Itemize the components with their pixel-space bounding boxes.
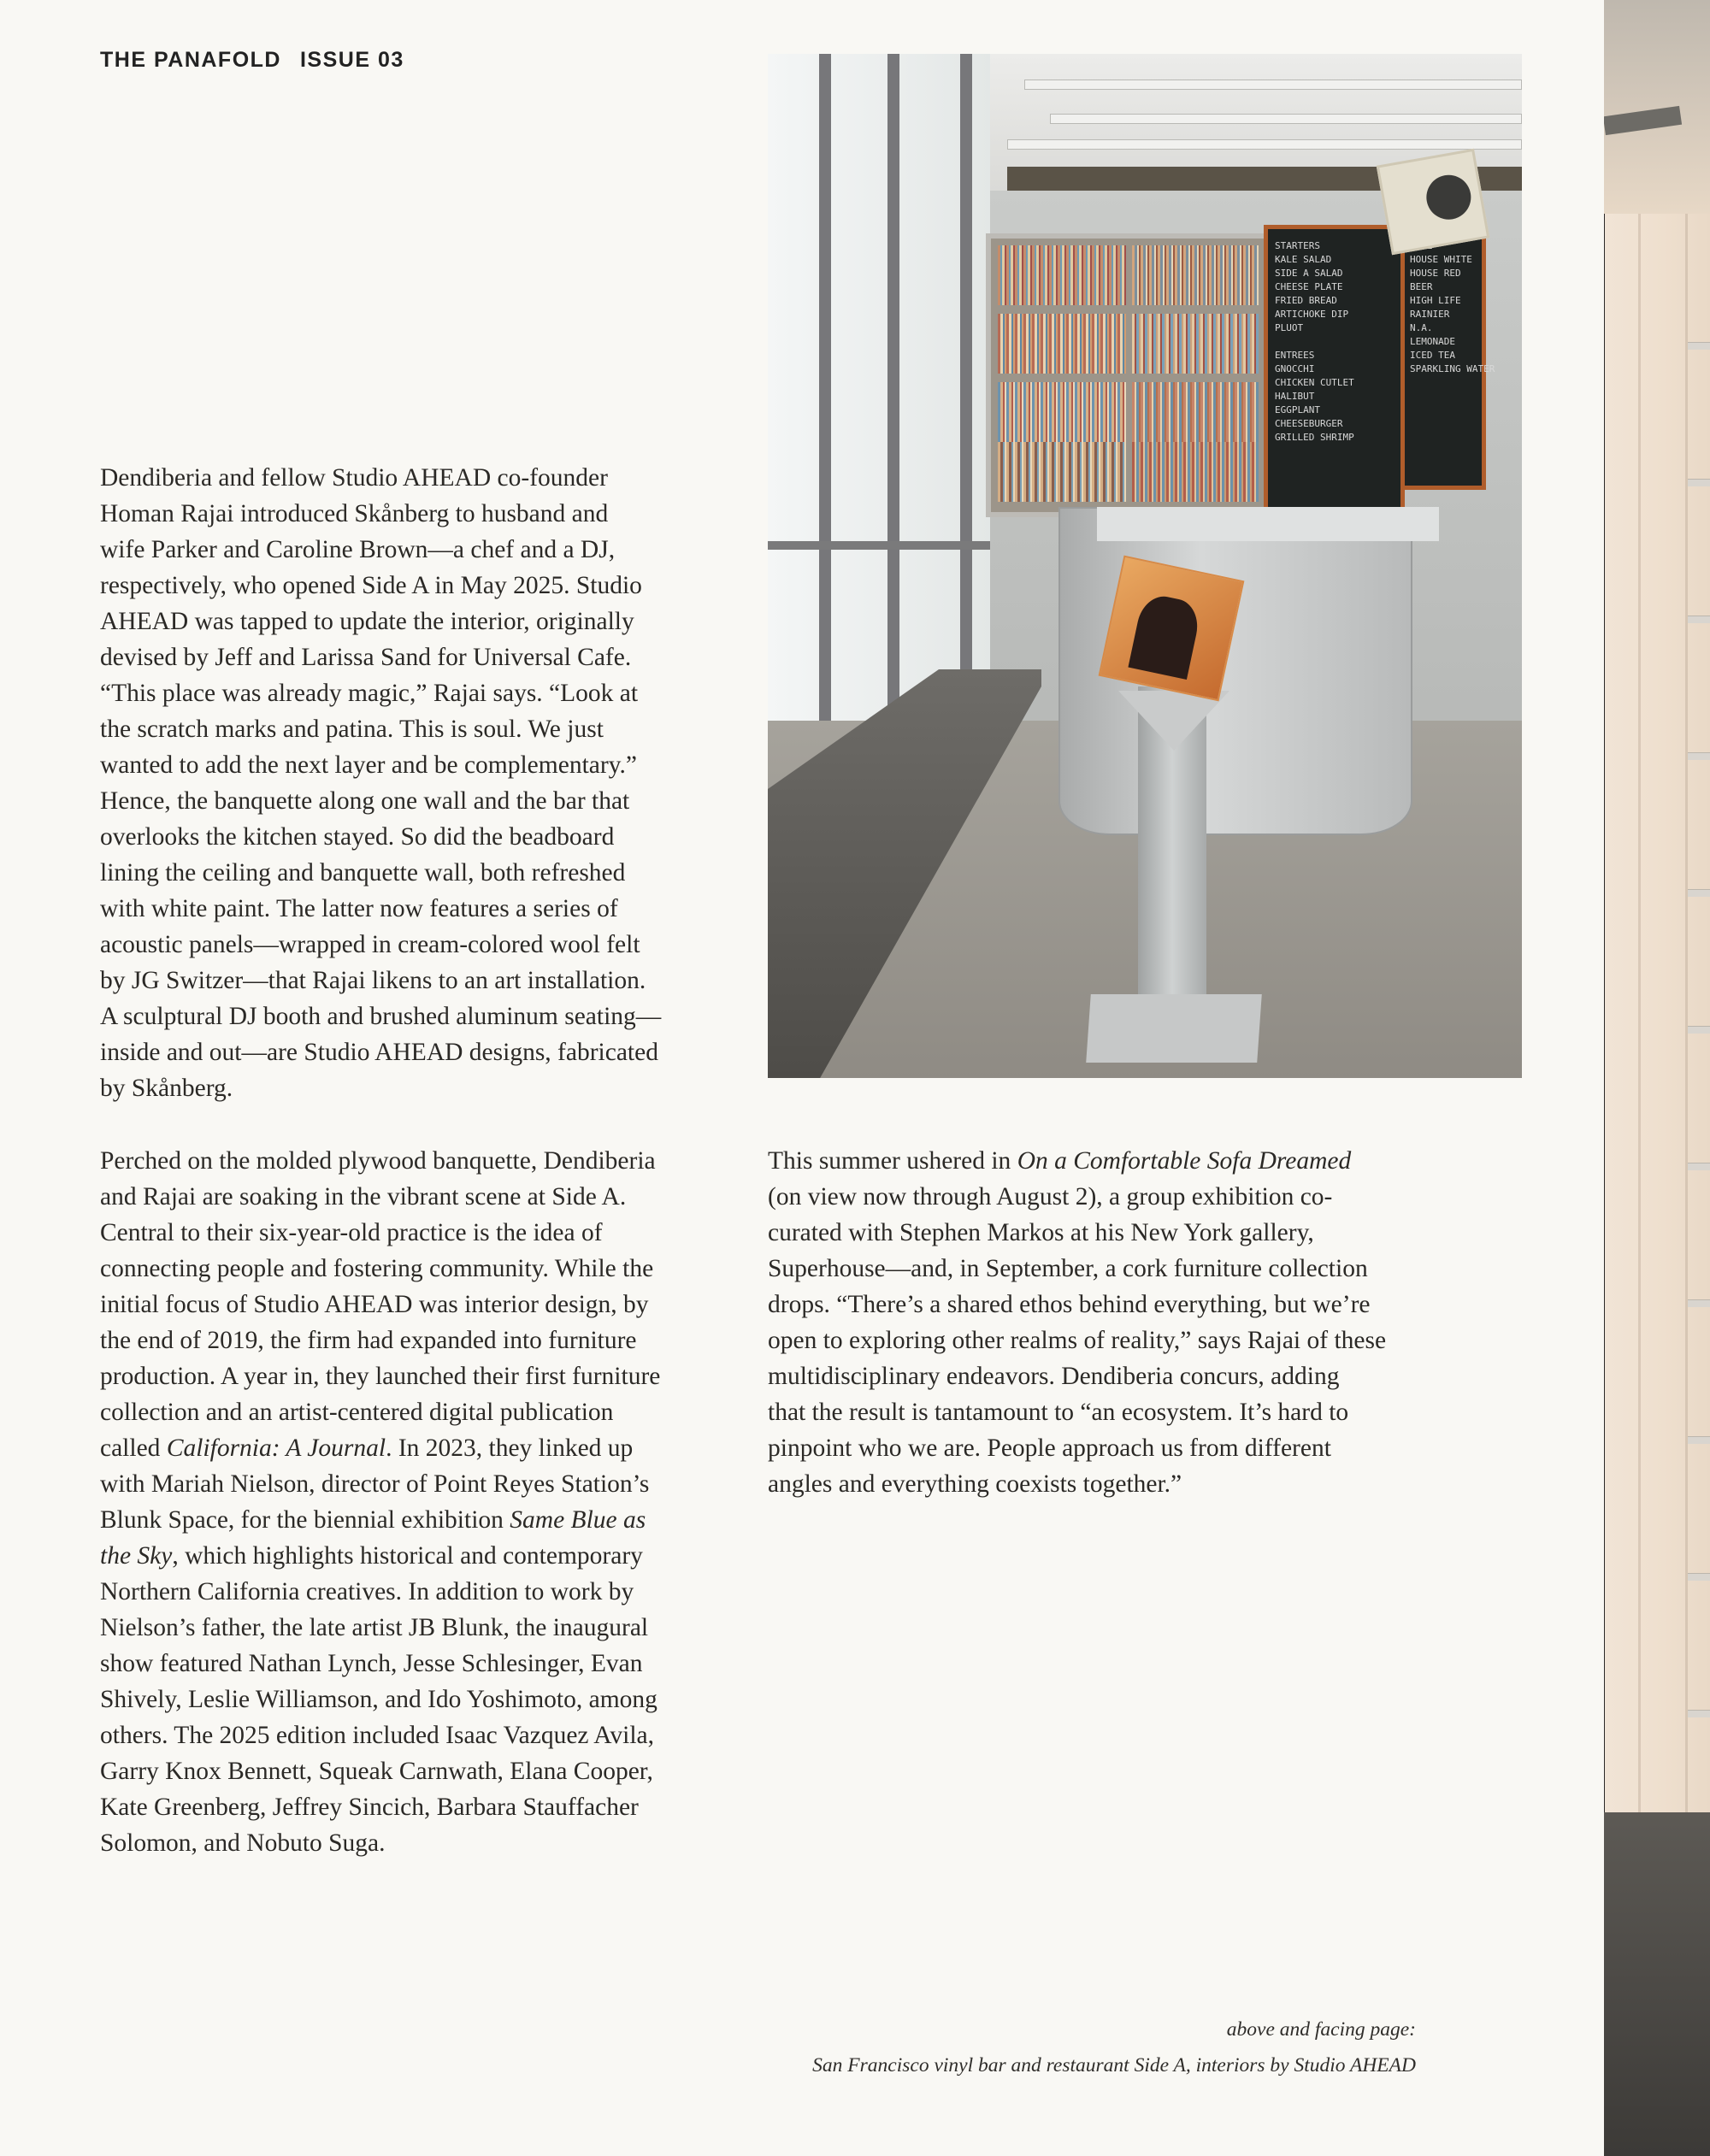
text-line: Garry Knox Bennett, Squeak Carnwath, Elana Cooper, <box>100 1758 653 1785</box>
text-line: angles and everything coexists together.” <box>768 1470 1182 1498</box>
menu-item: ICED TEA <box>1410 350 1455 361</box>
shelf-rung <box>1688 342 1710 350</box>
text-line: Northern California creatives. In addition to work by <box>100 1578 634 1605</box>
text-line: Perched on the molded plywood banquette, Dendiberia <box>100 1147 656 1175</box>
text-line: drops. “There’s a shared ethos behind everything, but we’re <box>768 1291 1371 1318</box>
text-line: others. The 2025 edition included Isaac Vazquez Avila, <box>100 1722 654 1749</box>
text-line: Superhouse—and, in September, a cork furniture collection <box>768 1255 1368 1282</box>
text-run: . In 2023, they linked up <box>386 1434 634 1462</box>
text-line: wanted to add the next layer and be complementary.” <box>100 751 637 779</box>
menu-item: SIDE A SALAD <box>1275 268 1343 279</box>
shelf-rung <box>1688 1299 1710 1307</box>
menu-item: CHEESE PLATE <box>1275 281 1343 292</box>
menu-item: GNOCCHI <box>1275 363 1315 374</box>
text-line: show featured Nathan Lynch, Jesse Schlesinger, Evan <box>100 1650 643 1677</box>
menu-item: HALIBUT <box>1275 391 1315 402</box>
text-line: the end of 2019, the firm had expanded into furniture <box>100 1327 637 1354</box>
text-line: A sculptural DJ booth and brushed aluminum seating— <box>100 1003 662 1030</box>
text-line: by Skånberg. <box>100 1075 233 1102</box>
speaker <box>1377 149 1490 256</box>
menu-item: CHICKEN CUTLET <box>1275 377 1354 388</box>
paragraph <box>100 1143 699 1861</box>
text-line: acoustic panels—wrapped in cream-colored wool felt <box>100 931 640 958</box>
menu-item: KALE SALAD <box>1275 254 1332 265</box>
paragraph <box>100 460 699 1106</box>
record-row <box>1132 245 1259 305</box>
menu-board-right <box>1400 225 1495 490</box>
text-run: , which highlights historical and contemporary <box>172 1542 643 1570</box>
facing-page-floor <box>1604 1812 1710 2156</box>
text-line: connecting people and fostering community. While the <box>100 1255 654 1282</box>
text-line: Hence, the banquette along one wall and the bar that <box>100 787 630 815</box>
text-line <box>100 1502 699 1538</box>
photo-window-mullion <box>887 54 899 763</box>
text-line: overlooks the kitchen stayed. So did the beadboard <box>100 823 615 851</box>
record-row <box>998 442 1126 502</box>
menu-item: BEER <box>1410 281 1433 292</box>
text-line: Central to their six-year-old practice is the idea of <box>100 1219 603 1246</box>
text-line: “This place was already magic,” Rajai says. “Look at <box>100 680 639 707</box>
article-column-c <box>768 1143 1418 1502</box>
article-column-b <box>100 1143 699 1861</box>
text-line: lining the ceiling and banquette wall, both refreshed <box>100 859 626 887</box>
record-row <box>1132 442 1259 502</box>
record-shelf <box>986 233 1274 517</box>
text-run: Blunk Space, for the biennial exhibition <box>100 1506 510 1534</box>
menu-item: HOUSE WHITE <box>1410 254 1472 265</box>
menu-item: FRIED BREAD <box>1275 295 1337 306</box>
menu-item: N.A. <box>1410 322 1433 333</box>
menu-item: HIGH LIFE <box>1410 295 1461 306</box>
text-line: Shively, Leslie Williamson, and Ido Yoshimoto, among <box>100 1686 657 1713</box>
menu-item: GRILLED SHRIMP <box>1275 432 1354 443</box>
text-line: Kate Greenberg, Jeffrey Sincich, Barbara Stauffacher <box>100 1794 639 1821</box>
shelf-rung <box>1688 616 1710 623</box>
text-run: This summer ushered in <box>768 1147 1017 1175</box>
text-line <box>100 1538 699 1574</box>
record-row <box>1132 314 1259 374</box>
text-line: AHEAD was tapped to update the interior, originally <box>100 608 634 635</box>
menu-item: STARTERS <box>1275 240 1320 251</box>
record-row <box>998 382 1126 442</box>
dj-booth-top <box>1097 507 1439 541</box>
paragraph <box>768 1143 1418 1502</box>
text-line: Dendiberia and fellow Studio AHEAD co-founder <box>100 464 608 492</box>
text-line: inside and out—are Studio AHEAD designs, fabricated <box>100 1039 658 1066</box>
photo-caption: San Francisco vinyl bar and restaurant Side A, interiors by Studio AHEAD <box>812 2054 1416 2076</box>
menu-item: HOUSE RED <box>1410 268 1461 279</box>
album-cover <box>1099 556 1245 702</box>
shelf-rung <box>1688 889 1710 897</box>
photo-window-mullion <box>960 54 972 763</box>
text-line: production. A year in, they launched their first furniture <box>100 1363 661 1390</box>
record-row <box>1132 382 1259 442</box>
text-line <box>100 1430 699 1466</box>
menu-board-right-text <box>1410 239 1495 376</box>
text-line: wife Parker and Caroline Brown—a chef and a DJ, <box>100 536 616 563</box>
issue-number: ISSUE 03 <box>299 48 404 72</box>
menu-item: EGGPLANT <box>1275 404 1320 415</box>
text-line: Nielson’s father, the late artist JB Blunk, the inaugural <box>100 1614 649 1641</box>
text-line: (on view now through August 2), a group exhibition co- <box>768 1183 1333 1211</box>
text-line: curated with Stephen Markos at his New York gallery, <box>768 1219 1314 1246</box>
photo-pipe <box>1024 80 1522 90</box>
menu-item: SPARKLING WATER <box>1410 363 1495 374</box>
text-line: with white paint. The latter now features a series of <box>100 895 618 922</box>
shelf-rung <box>1688 1163 1710 1170</box>
shelf-rung <box>1688 1436 1710 1444</box>
shelf-rung <box>1688 479 1710 486</box>
text-line <box>768 1143 1418 1179</box>
record-stand-base <box>1086 994 1262 1063</box>
photo-pipe <box>1007 139 1522 150</box>
text-line: devised by Jeff and Larissa Sand for Universal Cafe. <box>100 644 632 671</box>
text-line: multidisciplinary endeavors. Dendiberia concurs, adding <box>768 1363 1340 1390</box>
text-line: Homan Rajai introduced Skånberg to husband and <box>100 500 609 527</box>
photo-pipe <box>1050 114 1522 124</box>
text-line: that the result is tantamount to “an ecosystem. It’s hard to <box>768 1399 1349 1426</box>
exhibition-title: On a Comfortable Sofa Dreamed <box>1017 1147 1352 1175</box>
text-line: respectively, who opened Side A in May 2025. Studio <box>100 572 642 599</box>
menu-item: ARTICHOKE DIP <box>1275 309 1349 320</box>
text-line: collection and an artist-centered digital publication <box>100 1399 614 1426</box>
text-line: initial focus of Studio AHEAD was interior design, by <box>100 1291 649 1318</box>
text-line: pinpoint who we are. People approach us from different <box>768 1434 1331 1462</box>
text-line: Solomon, and Nobuto Suga. <box>100 1829 386 1857</box>
menu-item: ENTREES <box>1275 350 1315 361</box>
exhibition-title: Same Blue as <box>510 1506 646 1534</box>
text-line: the scratch marks and patina. This is soul. We just <box>100 716 604 743</box>
shelf-rung <box>1688 752 1710 760</box>
masthead <box>100 48 404 73</box>
text-run: called <box>100 1434 167 1462</box>
photo-window-mullion <box>819 54 831 763</box>
interior-photo <box>768 54 1522 1078</box>
menu-board-left <box>1264 225 1405 515</box>
menu-board-left-text <box>1275 239 1354 445</box>
shelf-rung <box>1688 1026 1710 1034</box>
text-line: open to exploring other realms of reality,” says Rajai of these <box>768 1327 1387 1354</box>
menu-item: RAINIER <box>1410 309 1450 320</box>
facing-page-edge <box>1604 0 1710 2156</box>
text-line: by JG Switzer—that Rajai likens to an art installation. <box>100 967 646 994</box>
photo-window-rail <box>768 541 990 550</box>
facing-page-ceiling <box>1604 0 1710 214</box>
publication-title: California: A Journal <box>166 1434 386 1462</box>
photo-caption-label: above and facing page: <box>1226 2018 1416 2041</box>
exhibition-title: the Sky <box>100 1542 173 1570</box>
record-row <box>998 245 1126 305</box>
publication-name: THE PANAFOLD <box>100 48 281 72</box>
record-row <box>998 314 1126 374</box>
article-column-a <box>100 460 699 1106</box>
text-line: with Mariah Nielson, director of Point Reyes Station’s <box>100 1470 650 1498</box>
text-line: and Rajai are soaking in the vibrant scene at Side A. <box>100 1183 627 1211</box>
menu-item: LEMONADE <box>1410 336 1455 347</box>
menu-item: CHEESEBURGER <box>1275 418 1343 429</box>
shelf-rung <box>1688 1710 1710 1717</box>
menu-item: PLUOT <box>1275 322 1304 333</box>
shelf-rung <box>1688 1573 1710 1581</box>
curtain-fold <box>1638 214 1641 1838</box>
